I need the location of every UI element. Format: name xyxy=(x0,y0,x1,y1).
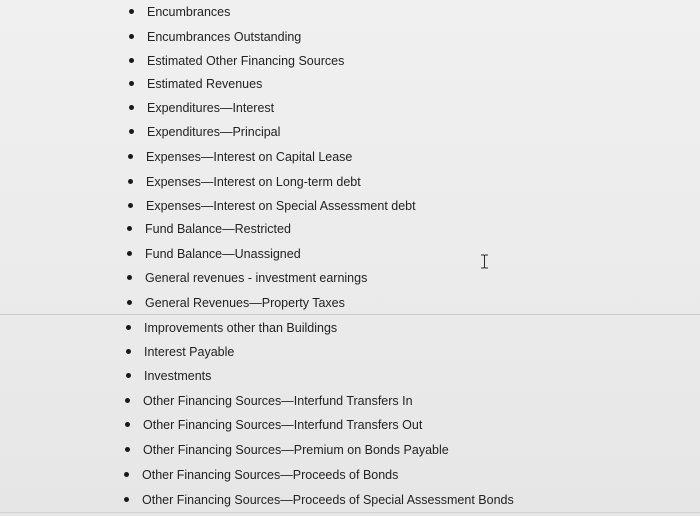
bullet-icon xyxy=(128,154,133,159)
bullet-icon xyxy=(127,251,132,256)
section-divider xyxy=(0,314,700,315)
bullet-icon xyxy=(129,58,134,63)
list-item-label: Other Financing Sources—Proceeds of Special Assessment Bonds xyxy=(142,493,514,507)
list-item-label: Other Financing Sources—Interfund Transfers Out xyxy=(143,418,423,432)
list-item-label: Expenditures—Principal xyxy=(147,125,281,139)
list-item-label: Other Financing Sources—Proceeds of Bonds xyxy=(142,468,399,482)
list-item-label: Expenses—Interest on Special Assessment debt xyxy=(146,199,416,213)
bullet-icon xyxy=(129,9,134,14)
list-item-label: Encumbrances xyxy=(147,5,231,19)
list-item-label: Other Financing Sources—Premium on Bonds Payable xyxy=(143,443,449,457)
bullet-icon xyxy=(126,325,131,330)
bullet-icon xyxy=(129,34,134,39)
list-item-label: General revenues - investment earnings xyxy=(145,271,368,285)
bullet-icon xyxy=(128,179,133,184)
bullet-icon xyxy=(126,373,131,378)
bullet-icon xyxy=(124,497,129,502)
bullet-icon xyxy=(129,105,134,110)
list-item-label: Improvements other than Buildings xyxy=(144,321,338,335)
list-item-label: Interest Payable xyxy=(144,345,235,359)
text-cursor-icon xyxy=(480,254,489,269)
list-item-label: Investments xyxy=(144,369,212,383)
list-item-label: Fund Balance—Unassigned xyxy=(145,247,301,261)
list-item-label: Estimated Revenues xyxy=(147,77,263,91)
bullet-icon xyxy=(125,447,130,452)
list-item-label: Other Financing Sources—Interfund Transfers In xyxy=(143,394,413,408)
bullet-icon xyxy=(127,275,132,280)
list-item-label: Estimated Other Financing Sources xyxy=(147,54,345,68)
bullet-icon xyxy=(129,81,134,86)
bullet-icon xyxy=(127,226,132,231)
list-item-label: Encumbrances Outstanding xyxy=(147,30,302,44)
bullet-icon xyxy=(125,398,130,403)
list-item-label: Expenses—Interest on Capital Lease xyxy=(146,150,353,164)
list-item-label: General Revenues—Property Taxes xyxy=(145,296,345,310)
bullet-icon xyxy=(124,472,129,477)
bullet-icon xyxy=(127,300,132,305)
list-item-label: Expenditures—Interest xyxy=(147,101,275,115)
list-item-label: Expenses—Interest on Long-term debt xyxy=(146,175,361,189)
bullet-icon xyxy=(126,349,131,354)
bullet-icon xyxy=(125,422,130,427)
bullet-icon xyxy=(129,129,134,134)
bullet-icon xyxy=(128,203,133,208)
list-item-label: Fund Balance—Restricted xyxy=(145,222,291,236)
bottom-divider xyxy=(0,512,700,513)
